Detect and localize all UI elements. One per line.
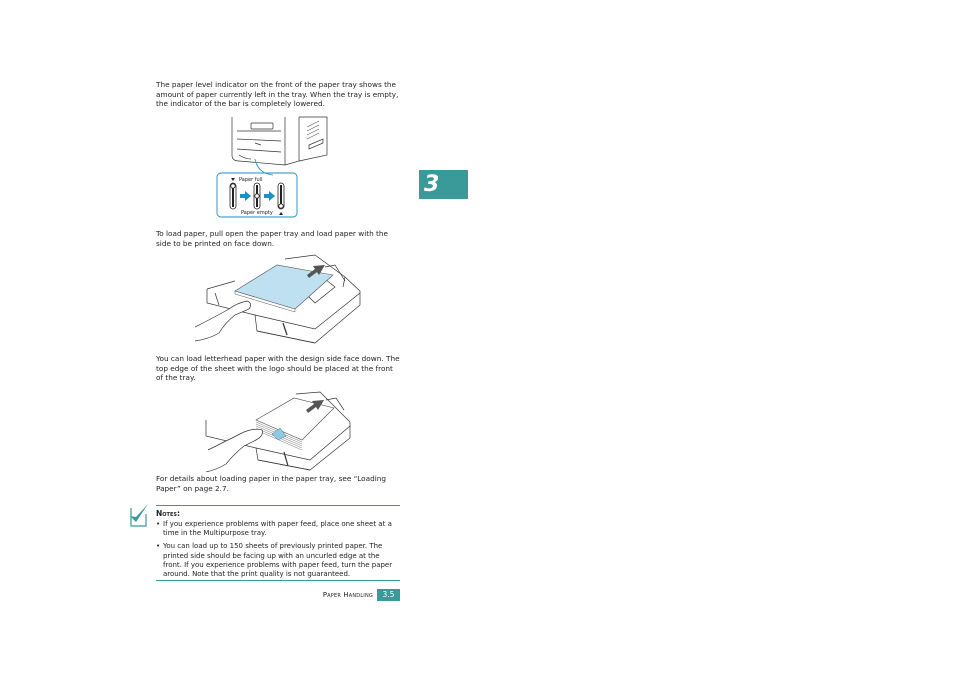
indicator-empty (278, 183, 284, 209)
down-triangle-icon (231, 178, 235, 181)
paragraph-paper-level: The paper level indicator on the front of the paper tray shows the amount of paper currently left in the tray. When the tray is empty, the indicator of the bar is completely lowered. (156, 80, 399, 109)
paragraph-see-loading: For details about loading paper in the paper tray, see “Loading Paper” on page 2.7. (156, 474, 387, 493)
checkmark-note-icon (128, 502, 150, 528)
letterhead-figure (200, 390, 360, 472)
hand-illustration (206, 429, 262, 472)
notes-list (156, 520, 400, 583)
paper-full-label: Paper full (239, 177, 263, 183)
paragraph-load-paper: To load paper, pull open the paper tray and load paper with the side to be printed on face down. (156, 229, 389, 248)
footer-section-title: Paper Handling (322, 591, 373, 599)
paper-empty-label: Paper empty (241, 210, 273, 216)
load-paper-figure (195, 253, 370, 345)
paragraph-letterhead: You can load letterhead paper with the design side face down. The top edge of the sheet with the logo should be placed at the front of the tray. (156, 354, 400, 383)
paper-level-figure (215, 115, 335, 220)
arrow-right-icon (264, 191, 275, 201)
chapter-tab: 3 (419, 170, 468, 199)
page-number: 3.5 (377, 589, 400, 601)
notes-title: Notes: (156, 509, 180, 518)
up-triangle-icon (279, 212, 283, 215)
list-item: • You can load up to 150 sheets of previously printed paper. The printed side should be facing up with an uncurled edge at the front. If you experience problems with paper feed, turn the paper around. Note that the print quality is not guaranteed. (156, 542, 400, 579)
indicator-full (230, 183, 236, 209)
notes-top-rule (156, 505, 400, 506)
printer-illustration (232, 117, 327, 165)
arrow-right-icon (240, 191, 251, 201)
notes-bottom-rule (156, 580, 400, 581)
paper-stack (256, 398, 334, 440)
list-item: • If you experience problems with paper feed, place one sheet at a time in the Multipurpose tray. (156, 520, 400, 538)
indicator-half (254, 183, 260, 209)
